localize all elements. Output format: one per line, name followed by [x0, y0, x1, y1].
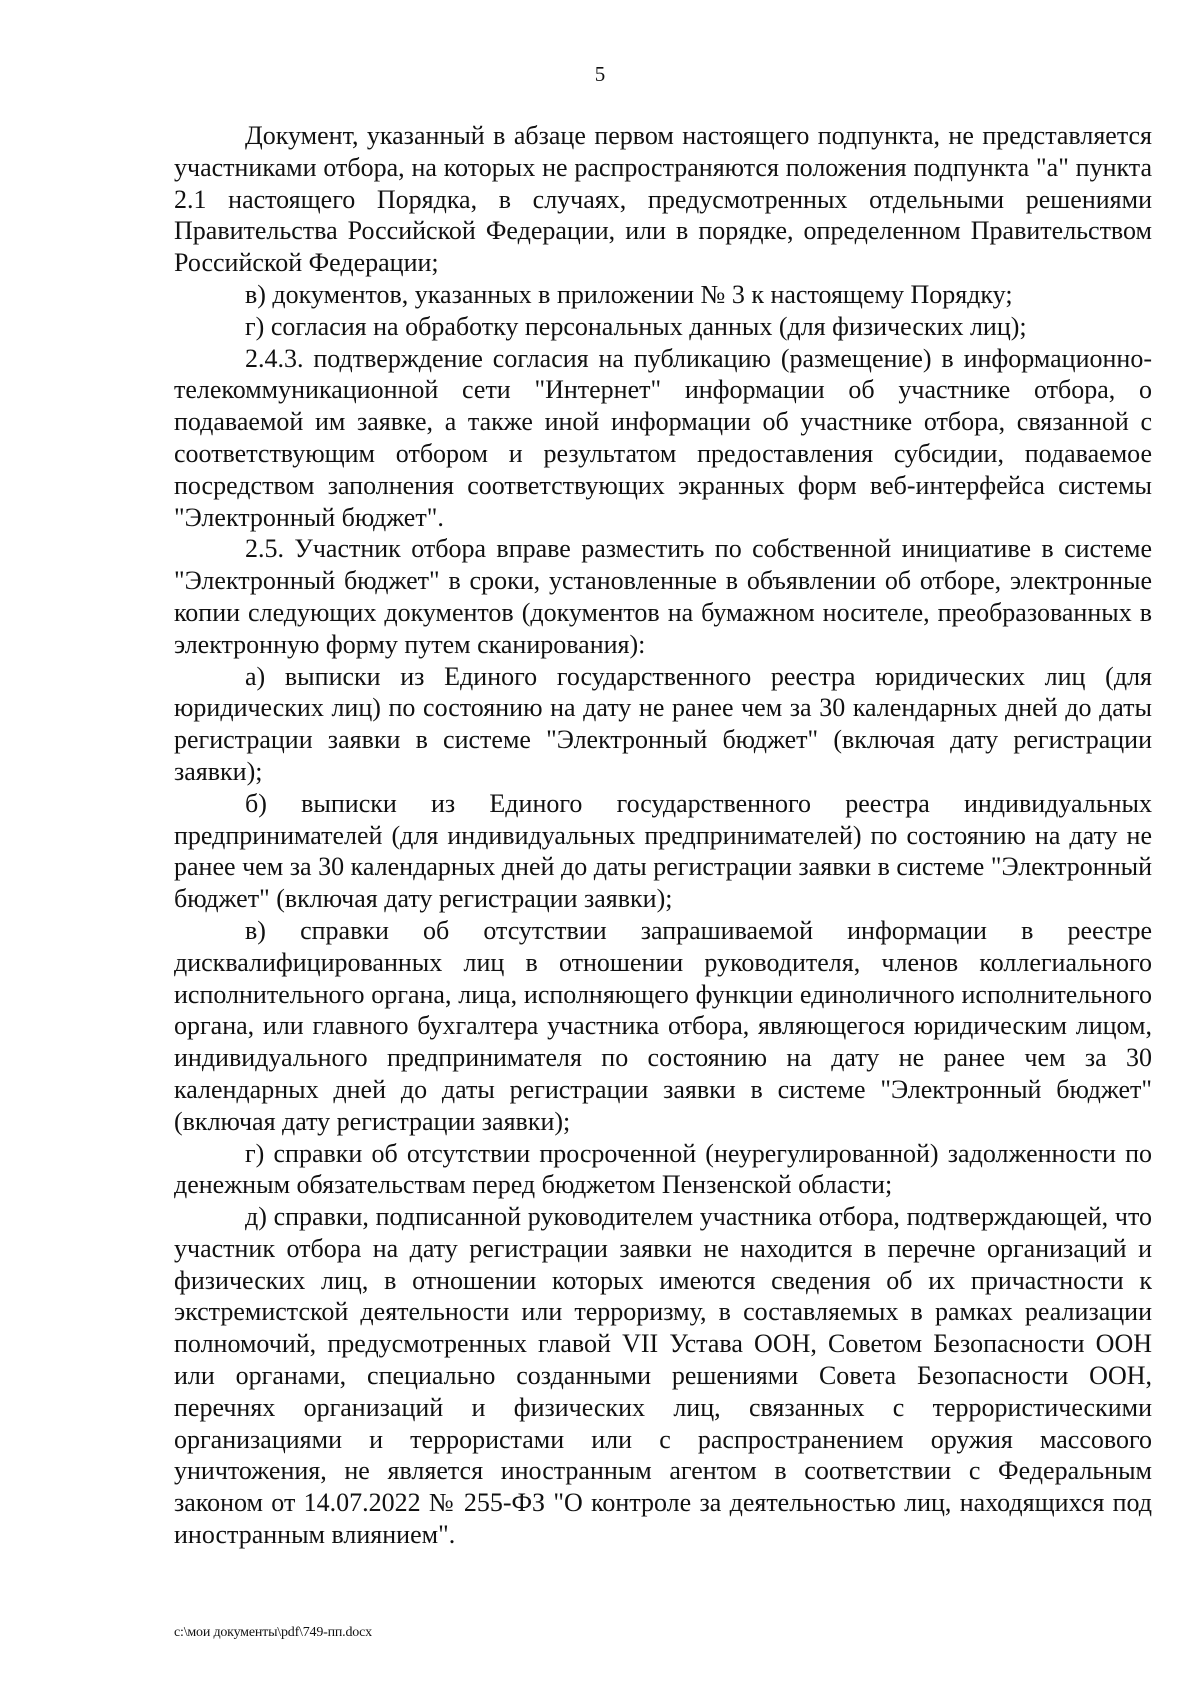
document-body: [174, 120, 1152, 1551]
file-path-footer: c:\мои документы\pdf\749-пп.docx: [174, 1625, 372, 1640]
paragraph-item-g-debt: г) справки об отсутствии просроченной (неурегулированной) задолженности по денежным обязательствам перед бюджетом Пензенской области;: [174, 1138, 1152, 1200]
paragraph-item-v-disqualified: в) справки об отсутствии запрашиваемой информации в реестре дисквалифицированных лиц в отношении руководителя, членов коллегиального исполнительного органа, лица, исполняющего функции единоличного исполнительного органа, или главного бухгалтера участника отбора, являющегося юридическим лицом, индивидуального предпринимателя по состоянию на дату не ранее чем за 30 календарных дней до даты регистрации заявки в системе "Электронный бюджет" (включая дату регистрации заявки);: [174, 915, 1152, 1136]
paragraph-item-g-consent: г) согласия на обработку персональных данных (для физических лиц);: [245, 311, 1027, 341]
paragraph-document-not-required: Документ, указанный в абзаце первом настоящего подпункта, не представляется участниками отбора, на которых не распространяются положения подпункта "а" пункта 2.1 настоящего Порядка, в случаях, предусмотренных отдельными решениями Правительства Российской Федерации, или в порядке, определенном Правительством Российской Федерации;: [174, 121, 1152, 278]
paragraph-2-4-3: 2.4.3. подтверждение согласия на публикацию (размещение) в информационно-телекоммуникационной сети "Интернет" информации об участнике отбора, о подаваемой им заявке, а также иной информации об участнике отбора, связанной с соответствующим отбором и результатом предоставления субсидии, подаваемое посредством заполнения соответствующих экранных форм веб-интерфейса системы "Электронный бюджет".: [174, 343, 1152, 532]
page-number: 5: [594, 62, 606, 86]
paragraph-2-5: 2.5. Участник отбора вправе разместить по собственной инициативе в системе "Электронный бюджет" в сроки, установленные в объявлении об отборе, электронные копии следующих документов (документов на бумажном носителе, преобразованных в электронную форму путем сканирования):: [174, 534, 1152, 659]
paragraph-item-a-egrul: а) выписки из Единого государственного реестра юридических лиц (для юридических лиц) по состоянию на дату не ранее чем за 30 календарных дней до даты регистрации заявки в системе "Электронный бюджет" (включая дату регистрации заявки);: [174, 661, 1152, 786]
paragraph-item-b-egrip: б) выписки из Единого государственного реестра индивидуальных предпринимателей (для индивидуальных предпринимателей) по состоянию на дату не ранее чем за 30 календарных дней до даты регистрации заявки в системе "Электронный бюджет" (включая дату регистрации заявки);: [174, 788, 1152, 914]
paragraph-item-d-extremism: д) справки, подписанной руководителем участника отбора, подтверждающей, что участник отбора на дату регистрации заявки не находится в перечне организаций и физических лиц, в отношении которых имеются сведения об их причастности к экстремистской деятельности или терроризму, в составляемых в рамках реализации полномочий, предусмотренных главой VII Устава ООН, Советом Безопасности ООН или органами, специально созданными решениями Совета Безопасности ООН, перечнях организаций и физических лиц, связанных с террористическими организациями и террористами или с распространением оружия массового уничтожения, не является иностранным агентом в соответствии с Федеральным законом от 14.07.2022 № 255-ФЗ "О контроле за деятельностью лиц, находящихся под иностранным влиянием".: [174, 1202, 1152, 1550]
paragraph-item-v-documents: в) документов, указанных в приложении № 3 к настоящему Порядку;: [245, 279, 1013, 309]
